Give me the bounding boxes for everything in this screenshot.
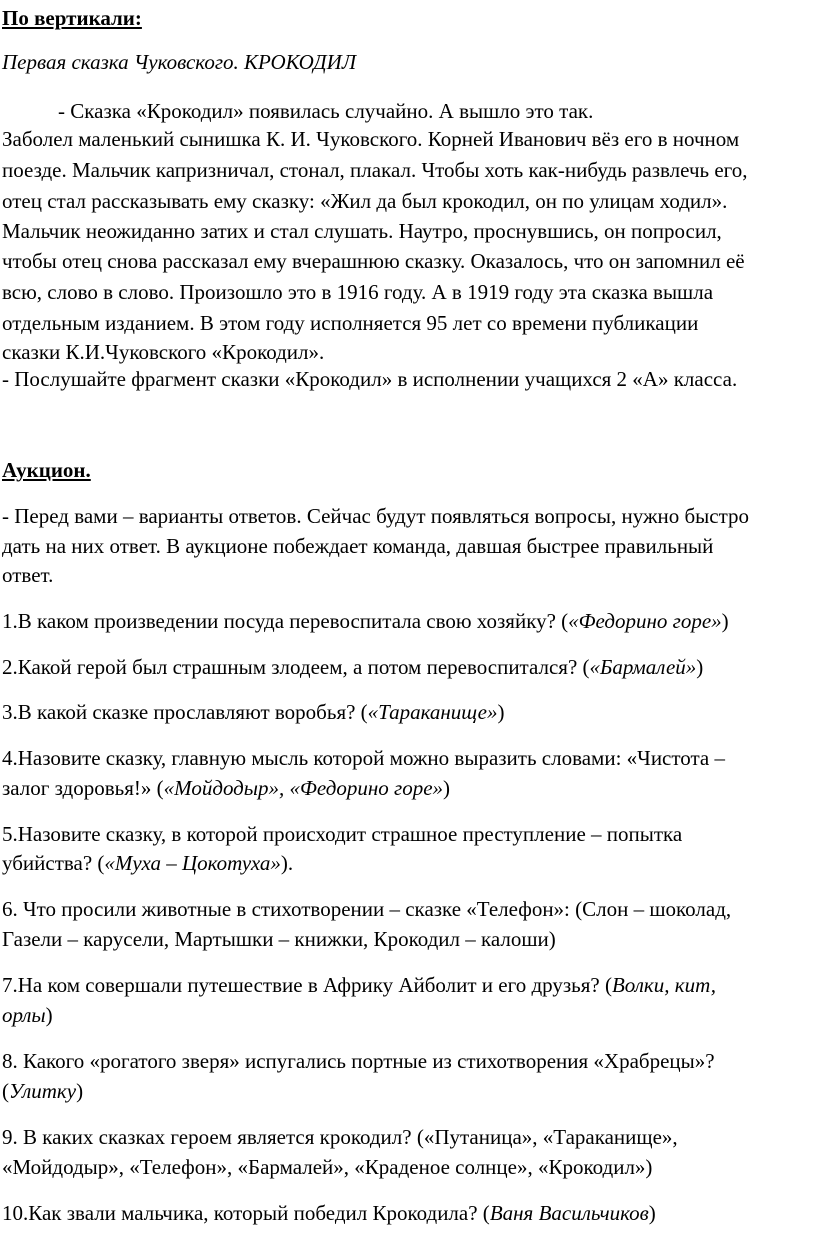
paragraph-line: - Сказка «Крокодил» появилась случайно. А вышло это так. xyxy=(58,99,594,123)
intro-line: ответ. xyxy=(2,563,54,587)
question-tail: ) xyxy=(696,655,704,679)
question-tail: ) xyxy=(443,776,451,800)
question-text: 10.Как звали мальчика, который победил Крокодила? ( xyxy=(2,1201,490,1225)
question-text: 8. Какого «рогатого зверя» испугались портные из стихотворения «Храбрецы»? xyxy=(2,1049,715,1073)
intro-line: дать на них ответ. В аукционе побеждает команда, давшая быстрее правильный xyxy=(2,534,714,558)
paragraph-line: чтобы отец снова рассказал ему вчерашнюю сказку. Оказалось, что он запомнил её xyxy=(2,249,745,273)
question-text: убийства? ( xyxy=(2,851,105,875)
question-answer: «Мойдодыр», «Федорино горе» xyxy=(163,776,444,800)
question-8-cont xyxy=(2,1078,83,1104)
question-tail: ) xyxy=(648,1201,656,1225)
intro-line: - Перед вами – варианты ответов. Сейчас будут появляться вопросы, нужно быстро xyxy=(2,504,749,528)
question-9-cont xyxy=(2,1154,652,1180)
question-text: 6. Что просили животные в стихотворении – сказке «Телефон»: (Слон – шоколад, xyxy=(2,897,732,921)
question-10 xyxy=(2,1200,656,1226)
paragraph-line: отец стал рассказывать ему сказку: «Жил да был крокодил, он по улицам ходил». xyxy=(2,189,728,213)
section-heading-vertical: По вертикали: xyxy=(2,6,142,30)
paragraph-line: сказки К.И.Чуковского «Крокодил». xyxy=(2,340,325,364)
question-answer: Волки, кит, xyxy=(611,973,717,997)
paragraph-line: отдельным изданием. В этом году исполняется 95 лет со времени публикации xyxy=(2,311,699,335)
question-3 xyxy=(2,699,505,725)
question-text: 2.Какой герой был страшным злодеем, а потом перевоспитался? ( xyxy=(2,655,590,679)
question-tail: ). xyxy=(280,851,294,875)
paragraph-line: всю, слово в слово. Произошло это в 1916 году. А в 1919 году эта сказка вышла xyxy=(2,280,714,304)
question-answer: «Тараканище» xyxy=(367,700,498,724)
question-9 xyxy=(2,1124,678,1150)
question-text: Газели – карусели, Мартышки – книжки, Крокодил – калоши) xyxy=(2,927,556,951)
question-answer: «Федорино горе» xyxy=(568,609,722,633)
question-text: ( xyxy=(2,1079,9,1103)
question-7 xyxy=(2,972,716,998)
question-6-cont xyxy=(2,926,556,952)
question-answer: орлы xyxy=(2,1003,46,1027)
question-answer: «Муха – Цокотуха» xyxy=(104,851,281,875)
question-2 xyxy=(2,654,703,680)
question-7-cont xyxy=(2,1002,53,1028)
question-tail: ) xyxy=(76,1079,84,1103)
question-text: 5.Назовите сказку, в которой происходит страшное преступление – попытка xyxy=(2,822,683,846)
question-text: 1.В каком произведении посуда перевоспитала свою хозяйку? ( xyxy=(2,609,569,633)
question-answer: «Бармалей» xyxy=(589,655,697,679)
section-heading-auction: Аукцион. xyxy=(2,458,91,482)
question-5-cont xyxy=(2,850,293,876)
question-text: 7.На ком совершали путешествие в Африку Айболит и его друзья? ( xyxy=(2,973,612,997)
subtitle: Первая сказка Чуковского. КРОКОДИЛ xyxy=(2,50,357,74)
question-tail: ) xyxy=(721,609,729,633)
paragraph-line: Заболел маленький сынишка К. И. Чуковского. Корней Иванович вёз его в ночном xyxy=(2,127,740,151)
paragraph-line: - Послушайте фрагмент сказки «Крокодил» в исполнении учащихся 2 «А» класса. xyxy=(2,367,738,391)
question-answer: Ваня Васильчиков xyxy=(489,1201,649,1225)
question-5 xyxy=(2,821,682,847)
question-text: «Мойдодыр», «Телефон», «Бармалей», «Краденое солнце», «Крокодил») xyxy=(2,1155,653,1179)
paragraph-line: Мальчик неожиданно затих и стал слушать. Наутро, проснувшись, он попросил, xyxy=(2,219,722,243)
question-answer: Улитку xyxy=(9,1079,77,1103)
question-4-cont xyxy=(2,775,450,801)
question-tail: ) xyxy=(45,1003,53,1027)
question-8 xyxy=(2,1048,715,1074)
question-4 xyxy=(2,745,725,771)
question-text: 9. В каких сказках героем является крокодил? («Путаница», «Тараканище», xyxy=(2,1125,678,1149)
question-tail: ) xyxy=(497,700,505,724)
question-text: 3.В какой сказке прославляют воробья? ( xyxy=(2,700,368,724)
question-text: 4.Назовите сказку, главную мысль которой можно выразить словами: «Чистота – xyxy=(2,746,726,770)
question-1 xyxy=(2,608,729,634)
question-6 xyxy=(2,896,731,922)
question-text: залог здоровья!» ( xyxy=(2,776,164,800)
paragraph-line: поезде. Мальчик капризничал, стонал, плакал. Чтобы хоть как-нибудь развлечь его, xyxy=(2,158,748,182)
